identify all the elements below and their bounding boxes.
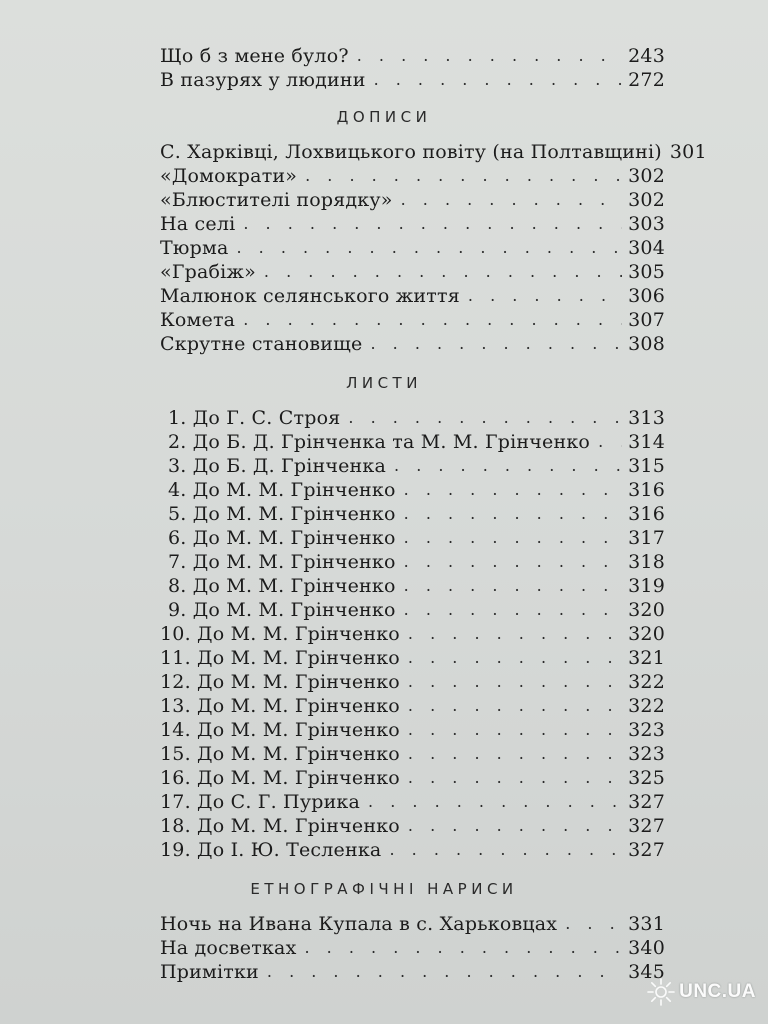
leader-dots — [565, 912, 622, 936]
watermark — [647, 978, 756, 1006]
toc-entry-title: 1. До Г. С. Строя — [168, 407, 341, 429]
toc-entry-title: В пазурях у людини — [160, 69, 366, 91]
toc-entry-title: 11. До М. М. Грінченко — [160, 647, 400, 669]
toc-entry-page: 319 — [628, 575, 665, 597]
toc-entry-page: 272 — [628, 69, 665, 91]
leader-dots — [404, 526, 622, 550]
toc-entry-title: 13. До М. М. Грінченко — [160, 695, 400, 717]
toc-entry — [168, 500, 665, 526]
toc-entry-page: 302 — [628, 165, 665, 187]
toc-entry-page: 323 — [628, 743, 665, 765]
leader-dots — [408, 694, 622, 718]
toc-entry — [168, 476, 665, 502]
toc-entry-page: 316 — [628, 479, 665, 501]
toc-entry — [168, 404, 665, 430]
toc-entry-page: 315 — [628, 455, 665, 477]
toc-entry-title: Скрутне становище — [160, 333, 363, 355]
toc-entry-title: Ночь на Ивана Купала в с. Харьковцах — [160, 913, 558, 935]
leader-dots — [348, 406, 622, 430]
toc-entry — [160, 258, 665, 284]
toc-entry — [160, 740, 665, 766]
watermark-text: UNC.UA — [679, 981, 756, 1002]
toc-entry-title: 3. До Б. Д. Грінченка — [168, 455, 387, 477]
toc-entry-page: 340 — [628, 937, 665, 959]
toc-entry — [160, 620, 665, 646]
toc-entry-title: 10. До М. М. Грінченко — [160, 623, 400, 645]
toc-entry — [168, 452, 665, 478]
toc-entry — [160, 138, 707, 164]
leader-dots — [598, 430, 622, 454]
toc-entry — [160, 764, 665, 790]
leader-dots — [404, 502, 622, 526]
toc-entry-page: 243 — [628, 45, 665, 67]
toc-entry — [168, 524, 665, 550]
toc-entry-page: 304 — [628, 237, 665, 259]
toc-entry-title: 17. До С. Г. Пурика — [160, 791, 361, 813]
toc-entry-title: «Домократи» — [160, 165, 298, 187]
toc-entry-title: 8. До М. М. Грінченко — [168, 575, 396, 597]
toc-entry-page: 303 — [628, 213, 665, 235]
leader-dots — [267, 960, 622, 984]
leader-dots — [389, 838, 622, 862]
toc-entry — [168, 548, 665, 574]
leader-dots — [305, 936, 623, 960]
sun-logo-icon — [647, 978, 675, 1006]
leader-dots — [264, 260, 622, 284]
toc-entry — [160, 958, 665, 984]
toc-entry — [160, 692, 665, 718]
toc-entry — [160, 910, 665, 936]
toc-entry — [160, 234, 665, 260]
section-heading: ЛИСТИ — [346, 374, 422, 392]
toc-entry-page: 320 — [628, 599, 665, 621]
toc-entry — [160, 934, 665, 960]
toc-entry-page: 308 — [628, 333, 665, 355]
leader-dots — [404, 574, 622, 598]
toc-entry-title: 6. До М. М. Грінченко — [168, 527, 396, 549]
toc-entry-page: 316 — [628, 503, 665, 525]
leader-dots — [401, 188, 623, 212]
toc-entry-page: 320 — [628, 623, 665, 645]
toc-entry-page: 327 — [628, 815, 665, 837]
toc-entry-page: 345 — [628, 961, 665, 983]
toc-entry — [160, 186, 665, 212]
toc-entry-title: «Блюстителі порядку» — [160, 189, 393, 211]
toc-entry-title: 9. До М. М. Грінченко — [168, 599, 396, 621]
toc-entry — [160, 42, 665, 68]
leader-dots — [404, 550, 622, 574]
toc-entry-title: 7. До М. М. Грінченко — [168, 551, 396, 573]
leader-dots — [408, 742, 622, 766]
toc-entry-title: 14. До М. М. Грінченко — [160, 719, 400, 741]
toc-entry-page: 307 — [628, 309, 665, 331]
toc-entry-title: Тюрма — [160, 237, 229, 259]
leader-dots — [408, 814, 622, 838]
toc-entry — [160, 210, 665, 236]
toc-entry-page: 323 — [628, 719, 665, 741]
toc-entry-page: 302 — [628, 189, 665, 211]
toc-entry-page: 317 — [628, 527, 665, 549]
toc-entry-title: 5. До М. М. Грінченко — [168, 503, 396, 525]
toc-entry — [160, 162, 665, 188]
toc-entry — [168, 596, 665, 622]
leader-dots — [243, 308, 622, 332]
toc-entry-title: Що б з мене було? — [160, 45, 349, 67]
toc-entry-title: 12. До М. М. Грінченко — [160, 671, 400, 693]
toc-entry — [160, 788, 665, 814]
toc-entry — [160, 330, 665, 356]
leader-dots — [408, 670, 622, 694]
toc-entry — [160, 282, 665, 308]
toc-entry-page: 318 — [628, 551, 665, 573]
toc-entry-page: 301 — [669, 141, 707, 163]
leader-dots — [243, 212, 622, 236]
leader-dots — [404, 478, 622, 502]
toc-entry-title: 4. До М. М. Грінченко — [168, 479, 396, 501]
toc-entry-title: 15. До М. М. Грінченко — [160, 743, 400, 765]
toc-entry — [160, 306, 665, 332]
toc-entry-page: 331 — [628, 913, 665, 935]
leader-dots — [468, 284, 622, 308]
leader-dots — [408, 622, 622, 646]
toc-entry-title: 18. До М. М. Грінченко — [160, 815, 400, 837]
toc-entry-title: Малюнок селянського життя — [160, 285, 460, 307]
toc-entry-title: 19. До І. Ю. Тесленка — [160, 839, 382, 861]
leader-dots — [408, 646, 622, 670]
toc-entry-title: 16. До М. М. Грінченко — [160, 767, 400, 789]
toc-entry — [160, 812, 665, 838]
toc-entry — [160, 66, 665, 92]
toc-entry — [160, 716, 665, 742]
section-heading: ЕТНОГРАФІЧНІ НАРИСИ — [250, 880, 518, 898]
toc-entry-page: 306 — [628, 285, 665, 307]
leader-dots — [368, 790, 622, 814]
leader-dots — [404, 598, 622, 622]
toc-entry-page: 314 — [628, 431, 665, 453]
toc-entry-page: 322 — [628, 695, 665, 717]
leader-dots — [357, 44, 622, 68]
toc-entry-title: На селі — [160, 213, 236, 235]
toc-entry-page: 321 — [628, 647, 665, 669]
toc-entry — [168, 428, 665, 454]
leader-dots — [305, 164, 622, 188]
toc-entry-page: 327 — [628, 839, 665, 861]
toc-entry-page: 313 — [628, 407, 665, 429]
section-heading: ДОПИСИ — [336, 108, 432, 126]
toc-entry — [160, 836, 665, 862]
toc-entry-title: С. Харківці, Лохвицького повіту (на Полтавщині) — [160, 141, 662, 163]
toc-entry-page: 325 — [628, 767, 665, 789]
toc-entry-title: Примітки — [160, 961, 259, 983]
toc-entry-page: 305 — [628, 261, 665, 283]
toc-entry-title: На досветках — [160, 937, 297, 959]
leader-dots — [374, 68, 623, 92]
leader-dots — [370, 332, 622, 356]
toc-entry — [160, 668, 665, 694]
toc-entry-page: 327 — [628, 791, 665, 813]
leader-dots — [236, 236, 622, 260]
toc-entry — [168, 572, 665, 598]
leader-dots — [408, 718, 622, 742]
toc-entry-title: «Грабіж» — [160, 261, 256, 283]
leader-dots — [394, 454, 622, 478]
leader-dots — [408, 766, 622, 790]
toc-entry-title: Комета — [160, 309, 236, 331]
toc-entry-page: 322 — [628, 671, 665, 693]
toc-entry-title: 2. До Б. Д. Грінченка та М. М. Грінченко — [168, 431, 591, 453]
toc-entry — [160, 644, 665, 670]
